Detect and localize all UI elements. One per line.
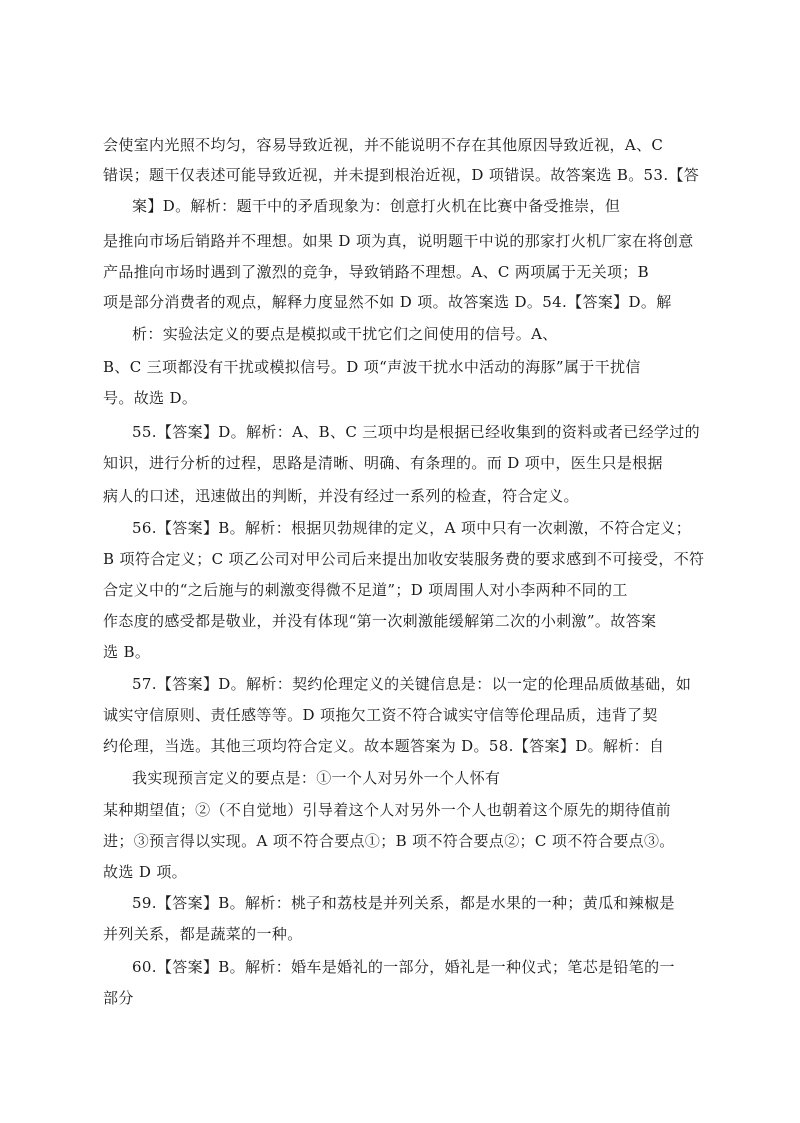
text-line: B 项符合定义；C 项乙公司对甲公司后来提出加收安装服务费的要求感到不可接受，不符 <box>103 550 705 568</box>
text-line: 约伦理，当选。其他三项均符合定义。故本题答案为 D。58.【答案】D。解析：自 <box>103 737 665 755</box>
text-line: 我实现预言定义的要点是：①一个人对另外一个人怀有 <box>132 769 501 787</box>
text-line: 59.【答案】B。解析：桃子和荔枝是并列关系，都是水果的一种；黄瓜和辣椒是 <box>132 894 675 912</box>
text-line: 诚实守信原则、责任感等等。D 项拖欠工资不符合诚实守信等伦理品质，违背了契 <box>103 706 658 724</box>
text-line: 60.【答案】B。解析：婚车是婚礼的一部分，婚礼是一种仪式；笔芯是铅笔的一 <box>132 958 675 976</box>
text-line: 57.【答案】D。解析：契约伦理定义的关键信息是：以一定的伦理品质做基础，如 <box>132 675 692 693</box>
text-line: 知识，进行分析的过程，思路是清晰、明确、有条理的。而 D 项中，医生只是根据 <box>103 454 663 472</box>
text-line: 产品推向市场时遇到了激烈的竞争，导致销路不理想。A、C 两项属于无关项；B <box>103 263 650 281</box>
text-line: 故选 D 项。 <box>103 863 188 881</box>
text-line: 号。故选 D。 <box>103 389 198 407</box>
text-line: 析：实验法定义的要点是模拟或干扰它们之间使用的信号。A、 <box>132 325 558 343</box>
text-line: 案】D。解析：题干中的矛盾现象为：创意打火机在比赛中备受推崇，但 <box>132 197 621 215</box>
text-line: B、C 三项都没有干扰或模拟信号。D 项“声波干扰水中活动的海豚”属于干扰信 <box>103 358 641 376</box>
text-line: 并列关系，都是蔬菜的一种。 <box>103 925 303 943</box>
text-line: 合定义中的“之后施与的刺激变得微不足道”；D 项周围人对小李两种不同的工 <box>103 581 628 599</box>
text-line: 进；③预言得以实现。A 项不符合要点①；B 项不符合要点②；C 项不符合要点③。 <box>103 832 675 850</box>
text-line: 项是部分消费者的观点，解释力度显然不如 D 项。故答案选 D。54.【答案】D。解 <box>103 293 672 311</box>
text-line: 选 B。 <box>103 643 151 661</box>
text-line: 病人的口述，迅速做出的判断，并没有经过一系列的检查，符合定义。 <box>103 487 579 505</box>
text-line: 56.【答案】B。解析：根据贝勃规律的定义，A 项中只有一次刺激，不符合定义； <box>132 519 692 537</box>
text-line: 55.【答案】D。解析：A、B、C 三项中均是根据已经收集到的资料或者已经学过的 <box>132 423 700 441</box>
text-line: 是推向市场后销路并不理想。如果 D 项为真，说明题干中说的那家打火机厂家在将创意 <box>103 232 694 250</box>
text-line: 部分 <box>103 989 134 1007</box>
text-line: 作态度的感受都是敬业，并没有体现“第一次刺激能缓解第二次的小刺激”。故答案 <box>103 612 657 630</box>
text-line: 会使室内光照不均匀，容易导致近视，并不能说明不存在其他原因导致近视，A、C <box>103 136 664 154</box>
text-line: 错误；题干仅表述可能导致近视，并未提到根治近视，D 项错误。故答案选 B。53.【答 <box>103 166 700 184</box>
text-line: 某种期望值；②（不自觉地）引导着这个人对另外一个人也朝着这个原先的期待值前 <box>103 801 671 819</box>
